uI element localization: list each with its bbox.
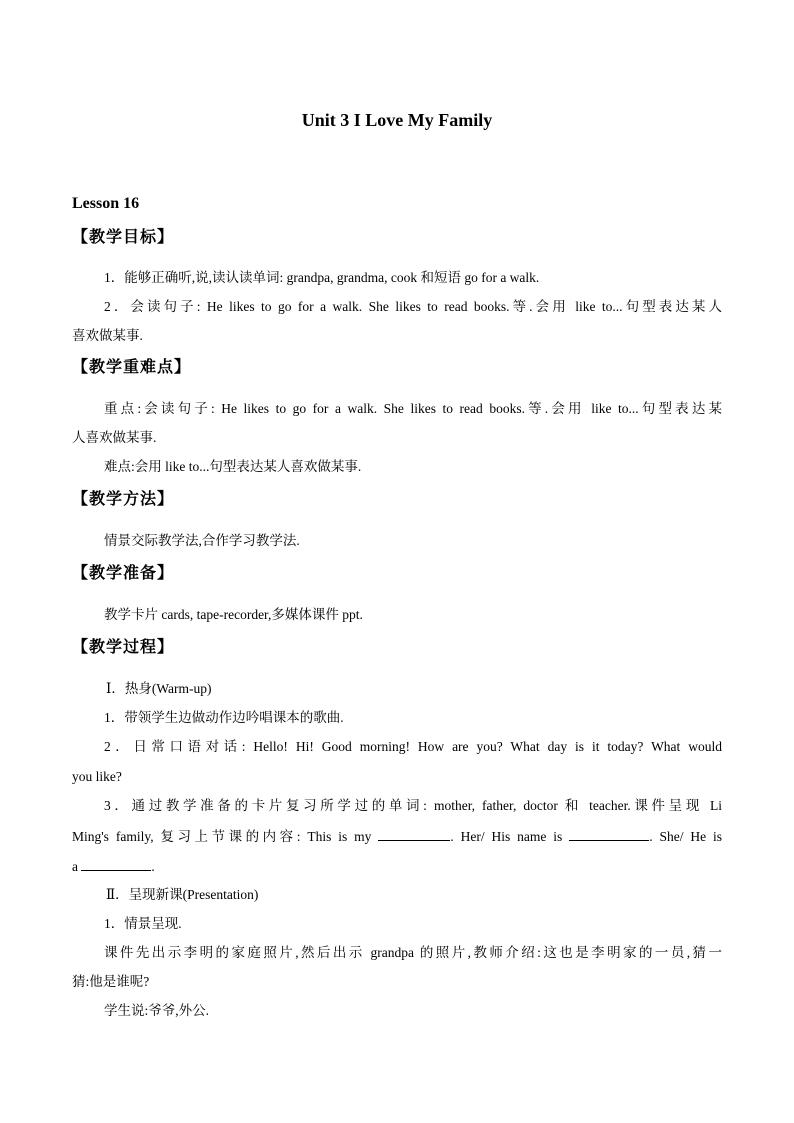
fill-blank-3 bbox=[81, 856, 151, 871]
fill-text-c: . She/ He is bbox=[649, 829, 723, 844]
fill-text-e: . bbox=[151, 859, 155, 874]
section-heading-objectives: 【教学目标】 bbox=[72, 229, 175, 246]
process-part-1-item-3-line-3 bbox=[72, 856, 722, 877]
fill-text-d: a bbox=[72, 859, 78, 874]
preparation-text: 教学卡片 cards, tape-recorder,多媒体课件 ppt. bbox=[104, 607, 363, 622]
process-part-2-text-line-2: 猜:他是谁呢? bbox=[72, 974, 150, 989]
process-part-1-item-3-line-2 bbox=[72, 826, 722, 847]
section-heading-key-points: 【教学重难点】 bbox=[72, 359, 192, 376]
process-part-2-title: Ⅱ．呈现新课(Presentation) bbox=[106, 887, 259, 902]
process-part-2-text-line-1: 课件先出示李明的家庭照片,然后出示 grandpa 的照片,教师介绍:这也是李明家的一员,猜一 bbox=[104, 945, 722, 960]
section-heading-process: 【教学过程】 bbox=[72, 639, 175, 656]
process-part-1-item-2-line-2: you like? bbox=[72, 769, 122, 784]
process-part-2-item-1: 1．情景呈现. bbox=[104, 916, 182, 931]
key-point-line-1: 重点:会读句子: He likes to go for a walk. She likes to read books.等.会用 like to...句型表达某 bbox=[104, 401, 722, 416]
process-part-1-item-1: 1．带领学生边做动作边吟唱课本的歌曲. bbox=[104, 710, 344, 725]
process-part-1-title: Ⅰ．热身(Warm-up) bbox=[106, 681, 212, 696]
fill-blank-2 bbox=[569, 826, 649, 841]
objective-item-2-line-1: 2．会读句子: He likes to go for a walk. She likes to read books.等.会用 like to...句型表达某人 bbox=[104, 299, 722, 314]
objective-item-1: 1．能够正确听,说,读认读单词: grandpa, grandma, cook 和短语 go for a walk. bbox=[104, 270, 540, 285]
section-heading-methods: 【教学方法】 bbox=[72, 491, 175, 508]
fill-blank-1 bbox=[378, 826, 450, 841]
process-part-1-item-2-line-1: 2．日常口语对话: Hello! Hi! Good morning! How are you? What day is it today? What would bbox=[104, 739, 722, 754]
lesson-label: Lesson 16 bbox=[72, 195, 140, 212]
key-point-line-2: 人喜欢做某事. bbox=[72, 430, 157, 445]
difficult-point: 难点:会用 like to...句型表达某人喜欢做某事. bbox=[104, 459, 362, 474]
process-part-1-item-3-line-1: 3．通过教学准备的卡片复习所学过的单词: mother, father, doctor 和 teacher.课件呈现 Li bbox=[104, 798, 722, 813]
process-part-2-text-line-3: 学生说:爷爷,外公. bbox=[104, 1003, 210, 1018]
document-title: Unit 3 I Love My Family bbox=[301, 110, 493, 130]
objective-item-2-line-2: 喜欢做某事. bbox=[72, 328, 143, 343]
fill-text-b: . Her/ His name is bbox=[450, 829, 563, 844]
fill-text-a: Ming's family, 复习上节课的内容: This is my bbox=[72, 829, 372, 844]
methods-text: 情景交际教学法,合作学习教学法. bbox=[104, 533, 300, 548]
section-heading-preparation: 【教学准备】 bbox=[72, 565, 175, 582]
